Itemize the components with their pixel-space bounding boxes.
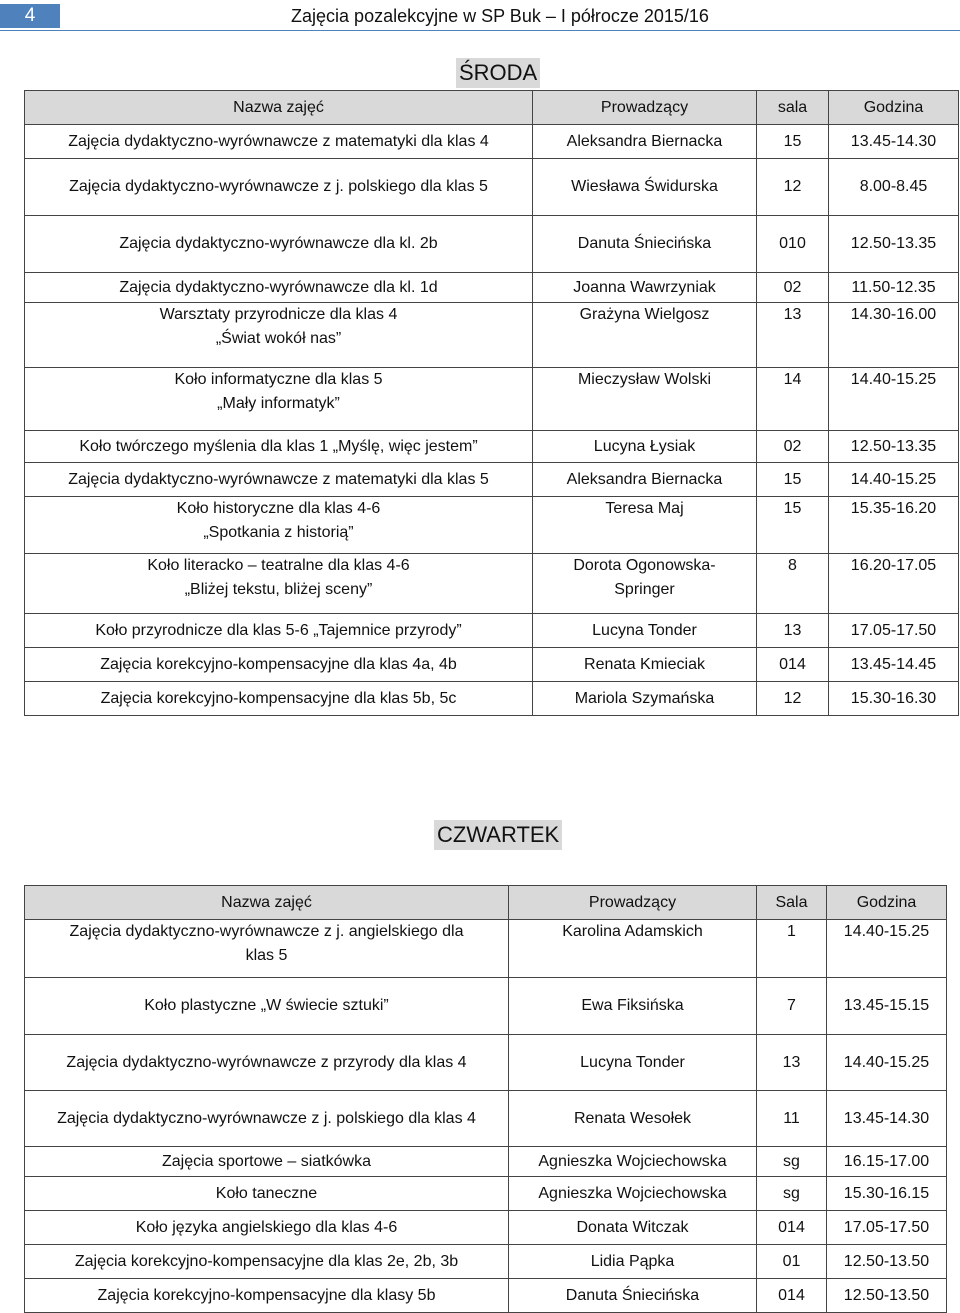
- teacher-text: Lucyna Tonder: [580, 1053, 685, 1071]
- room-cell: [757, 614, 829, 648]
- teacher-text: Renata Kmieciak: [584, 655, 705, 673]
- room-cell: [757, 463, 829, 497]
- time-text: 14.40-15.25: [843, 1053, 930, 1071]
- teacher-text: Ewa Fiksińska: [581, 997, 684, 1014]
- time-text: 13.45-14.30: [843, 1109, 930, 1127]
- table-row: [25, 463, 959, 497]
- name-text: Zajęcia korekcyjno-kompensacyjne dla klas 5b, 5c: [100, 689, 457, 707]
- table-header-row: [25, 91, 959, 125]
- room-text: 13: [782, 1053, 801, 1071]
- room-text: 1: [787, 923, 796, 940]
- time-cell: [829, 159, 959, 216]
- room-cell: [757, 1245, 827, 1279]
- teacher-text: Wiesława Świdurska: [571, 178, 718, 195]
- table-row: [25, 1279, 947, 1313]
- table-row: [25, 920, 947, 978]
- teacher-cell: [533, 431, 757, 463]
- room-cell: [757, 216, 829, 273]
- time-text: 17.05-17.50: [843, 1218, 930, 1236]
- room-text: 15: [783, 470, 802, 488]
- teacher-cell: [509, 1211, 757, 1245]
- room-cell: [757, 368, 829, 431]
- time-text: 13.45-15.15: [843, 997, 930, 1014]
- page-number: 4: [0, 4, 60, 28]
- room-text: sg: [783, 1184, 800, 1202]
- name-cell: [25, 159, 533, 216]
- time-cell: [827, 1035, 947, 1091]
- name-cell: [25, 920, 509, 978]
- teacher-text: Agnieszka Wojciechowska: [538, 1184, 727, 1202]
- teacher-cell: [533, 303, 757, 368]
- time-cell: [827, 1147, 947, 1177]
- table-row: [25, 368, 959, 431]
- name-cell: [25, 1177, 509, 1211]
- time-text: 12.50-13.35: [850, 437, 937, 455]
- name-subtext: „Świat wokół nas”: [215, 330, 342, 347]
- name-text: Zajęcia dydaktyczno-wyrównawcze dla kl. 1d: [119, 278, 438, 296]
- room-text: 014: [778, 1286, 805, 1304]
- time-cell: [827, 1091, 947, 1147]
- name-text: Zajęcia korekcyjno-kompensacyjne dla klas 4a, 4b: [100, 655, 457, 673]
- room-text: 13: [783, 306, 802, 323]
- time-cell: [827, 920, 947, 978]
- name-text: Zajęcia dydaktyczno-wyrównawcze z przyrody dla klas 4: [66, 1053, 467, 1071]
- name-subtext: „Mały informatyk”: [217, 395, 340, 412]
- room-text: 11: [783, 1109, 800, 1127]
- teacher-text: Agnieszka Wojciechowska: [538, 1152, 727, 1170]
- room-text: 02: [783, 278, 802, 296]
- name-cell: [25, 614, 533, 648]
- name-text: Koło taneczne: [215, 1184, 318, 1202]
- column-header-teacher: Prowadzący: [509, 886, 757, 920]
- room-cell: [757, 273, 829, 303]
- table-row: [25, 1245, 947, 1279]
- name-cell: [25, 554, 533, 614]
- teacher-cell: [533, 216, 757, 273]
- teacher-text: Renata Wesołek: [573, 1109, 692, 1127]
- table-row: [25, 216, 959, 273]
- room-text: 02: [783, 437, 802, 455]
- name-cell: [25, 1147, 509, 1177]
- teacher-text: Lucyna Tonder: [592, 621, 697, 639]
- room-cell: [757, 648, 829, 682]
- teacher-cell: [533, 125, 757, 159]
- room-cell: [757, 1211, 827, 1245]
- name-cell: [25, 125, 533, 159]
- room-cell: [757, 1177, 827, 1211]
- time-cell: [829, 497, 959, 554]
- time-text: 12.50-13.50: [843, 1286, 930, 1304]
- time-cell: [827, 1279, 947, 1313]
- name-cell: [25, 1035, 509, 1091]
- time-cell: [829, 614, 959, 648]
- table-row: [25, 497, 959, 554]
- room-cell: [757, 920, 827, 978]
- time-text: 11.50-12.35: [851, 278, 936, 296]
- name-text: Koło przyrodnicze dla klas 5-6 „Tajemnice przyrody”: [95, 621, 462, 639]
- time-text: 14.40-15.25: [850, 470, 937, 488]
- teacher-cell: [533, 497, 757, 554]
- teacher-cell: [509, 978, 757, 1035]
- time-text: 13.45-14.45: [850, 655, 937, 673]
- table-row: [25, 648, 959, 682]
- name-text: Warsztaty przyrodnicze dla klas 4: [159, 306, 398, 323]
- teacher-text: Grażyna Wielgosz: [579, 306, 710, 323]
- teacher-cell: [533, 368, 757, 431]
- name-subtext: „Bliżej tekstu, bliżej sceny”: [184, 581, 373, 598]
- teacher-cell: [533, 273, 757, 303]
- time-cell: [829, 431, 959, 463]
- teacher-cell: [509, 920, 757, 978]
- room-text: 15: [783, 132, 802, 150]
- table-row: [25, 303, 959, 368]
- schedule-table-wednesday: [24, 90, 959, 716]
- room-cell: [757, 1147, 827, 1177]
- teacher-text: Mariola Szymańska: [574, 689, 715, 707]
- name-cell: [25, 682, 533, 716]
- teacher-cell: [509, 1177, 757, 1211]
- name-text: Zajęcia dydaktyczno-wyrównawcze z j. polskiego dla klas 4: [57, 1109, 476, 1127]
- time-text: 16.15-17.00: [843, 1152, 930, 1170]
- teacher-cell: [533, 614, 757, 648]
- room-cell: [757, 159, 829, 216]
- name-text: Zajęcia korekcyjno-kompensacyjne dla klasy 5b: [97, 1286, 436, 1304]
- table-row: [25, 431, 959, 463]
- time-text: 15.35-16.20: [850, 500, 937, 517]
- time-text: 8.00-8.45: [859, 178, 928, 195]
- name-text: Koło informatyczne dla klas 5: [174, 371, 383, 388]
- name-subtext: „Spotkania z historią”: [203, 524, 354, 541]
- name-text: Koło plastyczne „W świecie sztuki”: [144, 997, 389, 1014]
- name-cell: [25, 463, 533, 497]
- column-header-teacher: Prowadzący: [533, 91, 757, 125]
- time-cell: [829, 216, 959, 273]
- room-text: 12: [783, 689, 802, 707]
- teacher-text: Mieczysław Wolski: [577, 371, 712, 388]
- room-cell: [757, 125, 829, 159]
- room-text: 01: [782, 1252, 801, 1270]
- name-text: Zajęcia korekcyjno-kompensacyjne dla klas 2e, 2b, 3b: [74, 1252, 459, 1270]
- time-text: 14.40-15.25: [850, 371, 937, 388]
- table-row: [25, 273, 959, 303]
- time-text: 14.40-15.25: [843, 923, 930, 940]
- name-text: Koło literacko – teatralne dla klas 4-6: [147, 557, 410, 574]
- document-title: Zajęcia pozalekcyjne w SP Buk – I półrocze 2015/16: [291, 6, 709, 26]
- teacher-text: Karolina Adamskich: [562, 923, 703, 940]
- name-cell: [25, 431, 533, 463]
- time-cell: [829, 125, 959, 159]
- name-text: Zajęcia dydaktyczno-wyrównawcze z j. polskiego dla klas 5: [69, 178, 488, 195]
- name-text: Zajęcia dydaktyczno-wyrównawcze z matematyki dla klas 4: [68, 132, 489, 150]
- table-row: [25, 125, 959, 159]
- time-cell: [827, 978, 947, 1035]
- teacher-cell: [509, 1279, 757, 1313]
- time-cell: [829, 273, 959, 303]
- teacher-cell: [533, 554, 757, 614]
- teacher-cell: [509, 1147, 757, 1177]
- time-cell: [829, 303, 959, 368]
- time-cell: [829, 368, 959, 431]
- time-text: 16.20-17.05: [850, 557, 937, 574]
- name-text: Koło języka angielskiego dla klas 4-6: [135, 1218, 398, 1236]
- time-text: 15.30-16.15: [843, 1184, 930, 1202]
- name-text: Zajęcia sportowe – siatkówka: [162, 1152, 371, 1170]
- table-row: [25, 159, 959, 216]
- room-cell: [757, 1035, 827, 1091]
- room-cell: [757, 431, 829, 463]
- teacher-cell: [509, 1035, 757, 1091]
- room-text: 014: [778, 1218, 805, 1236]
- name-cell: [25, 648, 533, 682]
- table-row: [25, 1177, 947, 1211]
- name-text: Koło historyczne dla klas 4-6: [176, 500, 381, 517]
- column-header-time: Godzina: [827, 886, 947, 920]
- teacher-text: Aleksandra Biernacka: [566, 132, 723, 150]
- room-text: 014: [779, 655, 806, 673]
- teacher-cell: [509, 1091, 757, 1147]
- name-cell: [25, 978, 509, 1035]
- room-cell: [757, 682, 829, 716]
- teacher-text: Danuta Śniecińska: [565, 1286, 700, 1304]
- teacher-text: Aleksandra Biernacka: [566, 470, 723, 488]
- table-row: [25, 1211, 947, 1245]
- teacher-text: Teresa Maj: [605, 500, 684, 517]
- table-row: [25, 1091, 947, 1147]
- column-header-room: sala: [757, 91, 829, 125]
- teacher-text: Lucyna Łysiak: [593, 437, 696, 455]
- name-cell: [25, 1245, 509, 1279]
- teacher-cell: [533, 463, 757, 497]
- teacher-cell: [533, 648, 757, 682]
- name-subtext: klas 5: [245, 947, 288, 964]
- room-text: 12: [783, 178, 802, 195]
- time-cell: [827, 1177, 947, 1211]
- room-cell: [757, 554, 829, 614]
- teacher-cell: [533, 159, 757, 216]
- name-cell: [25, 368, 533, 431]
- table-header-row: [25, 886, 947, 920]
- room-cell: [757, 978, 827, 1035]
- room-cell: [757, 1091, 827, 1147]
- room-text: 010: [779, 235, 806, 252]
- name-cell: [25, 273, 533, 303]
- name-cell: [25, 1279, 509, 1313]
- room-text: 8: [788, 557, 797, 574]
- time-text: 15.30-16.30: [850, 689, 937, 707]
- table-row: [25, 554, 959, 614]
- name-cell: [25, 1091, 509, 1147]
- name-text: Koło twórczego myślenia dla klas 1 „Myślę, więc jestem”: [79, 437, 478, 455]
- column-header-time: Godzina: [829, 91, 959, 125]
- time-text: 14.30-16.00: [850, 306, 937, 323]
- name-cell: [25, 1211, 509, 1245]
- table-row: [25, 614, 959, 648]
- table-row: [25, 978, 947, 1035]
- time-text: 17.05-17.50: [850, 621, 937, 639]
- time-text: 12.50-13.50: [843, 1252, 930, 1270]
- teacher-text: Lidia Pąpka: [590, 1252, 675, 1270]
- time-cell: [827, 1211, 947, 1245]
- room-text: 13: [783, 621, 802, 639]
- room-text: 7: [787, 997, 796, 1014]
- time-cell: [829, 648, 959, 682]
- name-text: Zajęcia dydaktyczno-wyrównawcze z matematyki dla klas 5: [68, 470, 489, 488]
- name-cell: [25, 303, 533, 368]
- table-row: [25, 682, 959, 716]
- room-text: 15: [783, 500, 802, 517]
- table-row: [25, 1035, 947, 1091]
- page-header: [0, 0, 960, 34]
- teacher-text: Dorota Ogonowska-: [573, 557, 716, 574]
- time-cell: [829, 554, 959, 614]
- time-text: 13.45-14.30: [850, 132, 937, 150]
- room-text: 14: [783, 371, 802, 388]
- room-text: sg: [783, 1152, 800, 1170]
- name-cell: [25, 216, 533, 273]
- teacher-cell: [509, 1245, 757, 1279]
- name-text: Zajęcia dydaktyczno-wyrównawcze dla kl. 2b: [119, 235, 438, 252]
- time-cell: [829, 463, 959, 497]
- room-cell: [757, 497, 829, 554]
- table-row: [25, 1147, 947, 1177]
- teacher-text: Joanna Wawrzyniak: [573, 278, 716, 296]
- room-cell: [757, 1279, 827, 1313]
- schedule-table-thursday: [24, 885, 947, 1313]
- name-text: Zajęcia dydaktyczno-wyrównawcze z j. angielskiego dla: [69, 923, 464, 940]
- time-text: 12.50-13.35: [850, 235, 937, 252]
- name-cell: [25, 497, 533, 554]
- teacher-text: Donata Witczak: [576, 1218, 689, 1236]
- time-cell: [829, 682, 959, 716]
- teacher-text: Danuta Śniecińska: [577, 235, 712, 252]
- teacher-subtext: Springer: [614, 581, 675, 598]
- time-cell: [827, 1245, 947, 1279]
- column-header-room: Sala: [757, 886, 827, 920]
- column-header-name: Nazwa zajęć: [25, 886, 509, 920]
- header-divider: [0, 30, 960, 31]
- teacher-cell: [533, 682, 757, 716]
- day-title-thursday: CZWARTEK: [434, 820, 562, 850]
- column-header-name: Nazwa zajęć: [25, 91, 533, 125]
- room-cell: [757, 303, 829, 368]
- day-title-wednesday: ŚRODA: [456, 58, 540, 88]
